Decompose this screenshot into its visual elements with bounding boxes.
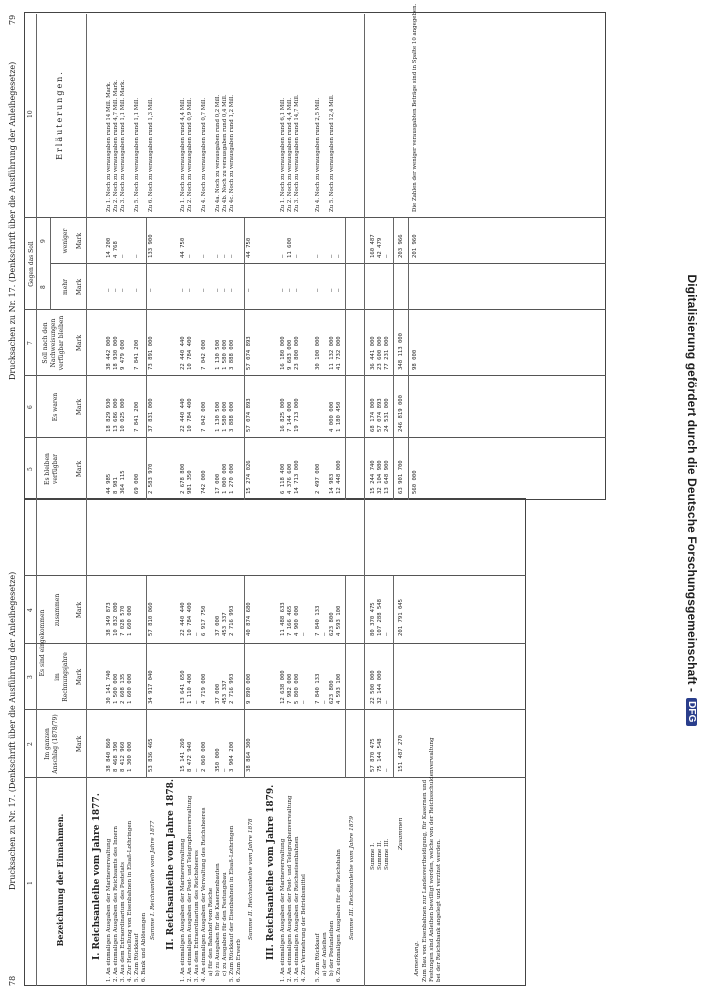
left-s2-c2-8: 3 904 200 xyxy=(229,741,235,772)
left-colnum-3: 3 xyxy=(27,675,34,679)
r-s2-c7-4: 7 042 000 xyxy=(201,339,207,370)
left-s2-c3-6: 37 000 xyxy=(215,683,221,704)
left-s3-c4-5: 7 840 133 xyxy=(315,605,321,636)
left-col-unit-3: Mark xyxy=(76,668,83,686)
r-s3-c7-1: 16 180 000 xyxy=(280,336,286,370)
r-s1-c8-3: — xyxy=(120,288,126,292)
left-s2-row-9: 6. Zum Erwerb xyxy=(236,939,242,982)
left-note-line-3: bei der Reichsbank angelegt und verzinst werden. xyxy=(436,839,442,982)
right-group-line xyxy=(50,218,51,310)
r-sum-c7-2: 23 600 000 xyxy=(377,336,383,370)
r-sum-c9-1: 160 487 xyxy=(370,234,376,258)
left-s3-c3-1: 12 638 000 xyxy=(280,670,286,704)
r-s1-c5-2: 8 981 xyxy=(113,477,119,494)
left-s3-c4-6: — xyxy=(322,632,328,636)
r-s1-c7-3: 9 479 000 xyxy=(120,339,126,370)
r-s1-c5-3: 364 115 xyxy=(120,470,126,494)
left-summary-c4-1: 80 370 475 xyxy=(370,602,376,636)
r-s2-c5-4: 742 000 xyxy=(201,470,207,494)
r-s1-c8-1: — xyxy=(106,288,112,292)
left-s3-c3-4: — xyxy=(301,700,307,704)
left-s1-c3-6: 34 917 040 xyxy=(148,670,154,704)
right-col-unit-5: Mark xyxy=(76,460,83,478)
left-s3-c3-6: — xyxy=(322,700,328,704)
left-summary-row-1: Summe I. xyxy=(370,842,376,870)
r-s1-c6-3: 10 025 000 xyxy=(120,398,126,432)
right-col-header-6: Es waren xyxy=(52,392,59,422)
left-s1-c4-1: 38 349 873 xyxy=(106,602,112,636)
left-col-header-2: Im ganzen Anschlag (1878/79) xyxy=(44,714,59,774)
left-col-divider-4 xyxy=(24,575,526,576)
left-s1-row-5: 5. Zum Rückkauf xyxy=(134,933,140,982)
left-s1-row-6: 6. Bank und Ablösungen xyxy=(141,912,147,982)
r-s2-c5-2: 981 350 xyxy=(187,470,193,494)
left-summary-c2-1: 57 870 475 xyxy=(370,738,376,772)
r-s1-c7-7: 73 891 000 xyxy=(148,336,154,370)
left-s3-c3-3: 5 800 000 xyxy=(294,673,300,704)
left-s2-row-8: 5. Zum Rückkauf der Eisenbahnen in Elsaß-Lothringen xyxy=(229,825,235,982)
left-s3-c4-7: 623 800 xyxy=(329,612,335,636)
left-s2-row-3: 3. Aus dem Extraordinarium des Reichsheeres xyxy=(194,850,200,982)
left-s2-c4-4: 6 917 750 xyxy=(201,605,207,636)
left-s2-c4-6: 37 000 xyxy=(215,615,221,636)
r-s1-c7-2: 18 930 000 xyxy=(113,336,119,370)
r-sum-total-c9-b: 201 960 xyxy=(412,234,418,258)
right-col-divider-5 xyxy=(24,217,606,218)
r-s2-remark-4: Zu 4. Noch zu verausgaben rund 0,7 Mill. xyxy=(201,97,207,212)
left-s3-row-4: 4. Zur Vermehrung der Betriebsmittel xyxy=(301,874,307,982)
left-s2-c3-8: 2 716 993 xyxy=(229,673,235,704)
left-col-unit-4: Mark xyxy=(76,601,83,619)
left-s2-c3-2: 1 110 400 xyxy=(187,673,193,704)
right-col-header-5: Es bleiben verfügbar xyxy=(44,453,59,485)
left-s2-c4-2: 10 784 400 xyxy=(187,602,193,636)
r-s3-sum-line xyxy=(345,218,346,500)
r-sum-c7-3: 77 231 000 xyxy=(384,336,390,370)
r-s3-c5-5: 2 497 000 xyxy=(315,463,321,494)
r-s3-remark-5: Zu 4. Noch zu verausgaben rund 2,5 Mill. xyxy=(315,97,321,212)
left-summary-total-label: Zusammen xyxy=(398,817,404,850)
r-s3-c9-7: — xyxy=(329,254,335,258)
r-s1-c5-1: 44 985 xyxy=(106,473,112,494)
r-s2-c5-9: 15 274 026 xyxy=(246,460,252,494)
r-s3-c8-1: — xyxy=(280,288,286,292)
left-s2-c2-6: 350 000 xyxy=(215,748,221,772)
r-s3-remark-1: Zu 1. Noch zu verausgaben rund 6,1 Mill. xyxy=(280,97,286,212)
r-s2-remark-6: Zu 4a. Noch zu verausgaben rund 0,2 Mill. xyxy=(215,94,221,212)
r-s2-c9-7: — xyxy=(222,254,228,258)
left-s1-row-2: 2. An einmaligen Ausgaben des Reichsamts des Innern xyxy=(113,826,119,982)
r-s2-remark-2: Zu 2. Noch zu verausgaben rund 0,9 Mill. xyxy=(187,97,193,212)
r-s2-remark-8: Zu 4c. Noch zu verausgaben rund 1,2 Mill. xyxy=(229,94,235,212)
r-s3-c6-7: 4 000 000 xyxy=(329,401,335,432)
left-s2-c2-4: 2 060 000 xyxy=(201,741,207,772)
r-s3-remark-2: Zu 2. Noch zu verausgaben rund 4,4 Mill. xyxy=(287,97,293,212)
right-col-divider-1 xyxy=(24,437,606,438)
left-summary-total-c2: 151 487 270 xyxy=(398,734,404,772)
left-section-title-1: I. Reichsanleihe vom Jahre 1877. xyxy=(92,793,102,960)
left-note-line-1: Zum Bau von Eisenbahnen zur Landesvertheidigung, für Kasernen und xyxy=(422,779,428,982)
left-s2-c2-2: 8 472 940 xyxy=(187,741,193,772)
r-s3-c8-2: — xyxy=(287,288,293,292)
right-colnum-8: 8 xyxy=(40,285,47,289)
r-sum-c6-1: 68 174 000 xyxy=(370,398,376,432)
r-s3-c5-7: 14 983 xyxy=(329,473,335,494)
dfg-banner xyxy=(677,0,707,1000)
left-s1-row-1: 1. An einmaligen Ausgaben der Marineverwaltung xyxy=(106,838,112,982)
left-s1-c3-2: 1 500 000 xyxy=(113,673,119,704)
left-summary-c3-3: — xyxy=(384,700,390,704)
right-summary-line xyxy=(364,14,365,500)
r-s1-c9-5: — xyxy=(134,254,140,258)
left-s3-row-5: 5. Zum Rückkauf xyxy=(315,933,321,982)
right-col-header-9: weniger xyxy=(62,228,69,254)
r-s3-c9-8: — xyxy=(336,254,342,258)
r-s3-c6-8: 1 180 450 xyxy=(336,401,342,432)
r-sum-c9-3: — xyxy=(384,254,390,258)
left-s3-c3-2: 7 982 000 xyxy=(287,673,293,704)
left-s1-c2-6: 53 836 465 xyxy=(148,738,154,772)
right-page-number: 79 xyxy=(8,14,17,25)
r-s3-remark-7: Zu 5. Noch zu verausgaben rund 12,4 Mill. xyxy=(329,94,335,212)
left-s1-row-3: 3. Aus dem Extraordinarium des Postetats xyxy=(120,862,126,982)
r-s3-c9-2: 11 600 xyxy=(287,237,293,258)
left-header-line xyxy=(86,500,87,986)
left-s2-c2-7: — xyxy=(222,768,228,772)
r-s3-c7-7: 11 132 000 xyxy=(329,336,335,370)
left-s3-total-label: Summe III. Reichsanleihe vom Jahre 1879 xyxy=(349,816,355,940)
r-s3-c6-3: 19 713 000 xyxy=(294,398,300,432)
r-s2-c6-2: 10 784 400 xyxy=(187,398,193,432)
dfg-logo: DFG xyxy=(687,698,698,725)
r-s2-c7-6: 1 130 500 xyxy=(215,339,221,370)
left-summary-line xyxy=(364,500,365,986)
left-s3-row-2: 2. An einmaligen Ausgaben der Post- und Telegraphenverwaltung xyxy=(287,795,293,982)
left-s2-c3-3: — xyxy=(194,700,200,704)
left-s3-c3-7: 623 800 xyxy=(329,680,335,704)
r-s1-c5-6: 69 000 xyxy=(134,473,140,494)
left-s2-c2-3: — xyxy=(194,768,200,772)
right-col-header-8: mehr xyxy=(62,279,69,295)
left-s2-c3-7: 453 337 xyxy=(222,680,228,704)
left-col-header-3: im Rechnungsjahre xyxy=(54,652,69,702)
r-s2-c8-4: — xyxy=(201,288,207,292)
r-s3-c9-3: — xyxy=(294,254,300,258)
left-s1-sum-line xyxy=(146,576,147,778)
r-s2-c5-6: 17 000 xyxy=(215,473,221,494)
r-s2-c8-1: — xyxy=(180,288,186,292)
r-sum-c7-1: 36 441 000 xyxy=(370,336,376,370)
left-s1-c4-6: 57 810 060 xyxy=(148,602,154,636)
r-s1-c7-1: 38 442 000 xyxy=(106,336,112,370)
r-s2-c5-1: 2 678 800 xyxy=(180,463,186,494)
r-s3-c9-5: — xyxy=(315,254,321,258)
r-s3-c7-2: 9 683 000 xyxy=(287,339,293,370)
left-s1-c2-2: 8 468 390 xyxy=(113,741,119,772)
left-s3-row-6: a) der Anleihen xyxy=(322,932,328,976)
r-sum-total-c5: 63 901 700 xyxy=(398,460,404,494)
r-s3-c8-3: — xyxy=(294,288,300,292)
left-s3-c4-8: 4 593 100 xyxy=(336,605,342,636)
r-s2-remark-1: Zu 1. Noch zu verausgaben rund 4,4 Mill. xyxy=(180,97,186,212)
r-s2-c8-2: — xyxy=(187,288,193,292)
r-s2-c5-7: 1 000 000 xyxy=(222,463,228,494)
r-sum-c9-2: 42 479 xyxy=(377,237,383,258)
left-col-header-1: Bezeichnung der Einnahmen. xyxy=(55,813,65,947)
r-s1-c6-5: 7 841 200 xyxy=(134,401,140,432)
r-s2-c6-7: 1 580 000 xyxy=(222,401,228,432)
right-col-header-10: Erläuterungen. xyxy=(55,70,64,160)
r-sum-total-c9: 203 966 xyxy=(398,234,404,258)
left-col-unit-2: Mark xyxy=(76,735,83,753)
r-sum-c6-3: 24 531 000 xyxy=(384,398,390,432)
left-note-line-2: Festungen sind Anleihen bewilligt worden, welche von der Reichsschuldenverwaltung xyxy=(429,737,435,982)
dfg-banner-text: Digitalisierung gefördert durch die Deutsche Forschungsgemeinschaft - xyxy=(685,274,699,693)
r-s1-c6-1: 18 829 930 xyxy=(106,398,112,432)
left-colnum-2: 2 xyxy=(27,742,34,746)
r-s2-c8-8: — xyxy=(229,288,235,292)
left-s3-c4-2: 7 166 465 xyxy=(287,605,293,636)
right-colnum-6: 6 xyxy=(27,405,34,409)
left-s2-c3-9: 9 890 000 xyxy=(246,673,252,704)
right-col-unit-9: Mark xyxy=(76,232,83,250)
r-s1-remark-5: Zu 5. Noch zu verausgaben rund 1,1 Mill. xyxy=(134,97,140,212)
right-colnum-10: 10 xyxy=(27,110,34,118)
left-s2-row-5: a) für den Bahnhof vom Reiche xyxy=(208,887,214,976)
left-col-divider-1 xyxy=(24,777,526,778)
left-s3-c3-8: 4 593 100 xyxy=(336,673,342,704)
r-s2-c8-9: — xyxy=(246,288,252,292)
right-colnum-7: 7 xyxy=(27,341,34,345)
left-s1-c4-2: 10 832 080 xyxy=(113,602,119,636)
r-s1-c8-5: — xyxy=(134,288,140,292)
left-summary-c4-2: 107 288 548 xyxy=(377,598,383,636)
right-col-unit-6: Mark xyxy=(76,398,83,416)
right-col-header-7: Soll nach den Nachweisungen verfügbar bleiben xyxy=(42,315,65,371)
r-s1-remark-7: Zu 6. Noch zu verausgaben rund 1,3 Mill. xyxy=(148,97,154,212)
r-s2-c7-7: 1 580 000 xyxy=(222,339,228,370)
r-s3-c5-8: 12 448 000 xyxy=(336,460,342,494)
r-sum-c6-2: 57 074 893 xyxy=(377,398,383,432)
left-s3-row-7: b) der Postanleihen xyxy=(329,920,335,976)
left-s2-c4-9: 40 874 680 xyxy=(246,602,252,636)
left-summary-c4-3: — xyxy=(384,632,390,636)
r-s2-c9-4: — xyxy=(201,254,207,258)
r-s1-c9-3: — xyxy=(120,254,126,258)
r-sum-final-line xyxy=(408,218,409,500)
r-s3-c9-1: — xyxy=(280,254,286,258)
r-s1-c5-7: 2 583 970 xyxy=(148,463,154,494)
r-s1-c9-1: 14 200 xyxy=(106,237,112,258)
left-s3-row-1: 1. An einmaligen Ausgaben der Marineverwaltung xyxy=(280,838,286,982)
r-sum-remark: Die Zahlen der weniger verausgabten Beträge sind in Spalte 10 angegeben. xyxy=(412,3,418,212)
left-summary-c2-3: — xyxy=(384,768,390,772)
left-s2-c4-3: — xyxy=(194,632,200,636)
r-s2-c9-8: — xyxy=(229,254,235,258)
left-section-title-3: III. Reichsanleihe vom Jahre 1879. xyxy=(266,784,276,960)
r-s2-remark-7: Zu 4b. Noch zu verausgaben rund 0,4 Mill. xyxy=(222,94,228,212)
r-s2-c9-2: — xyxy=(187,254,193,258)
right-colnum-9: 9 xyxy=(40,239,47,243)
r-s3-c7-8: 41 732 000 xyxy=(336,336,342,370)
r-sum-total-c5-b: 560 000 xyxy=(412,470,418,494)
left-note-heading: Anmerkung. xyxy=(414,941,420,976)
left-s2-c3-1: 13 641 650 xyxy=(180,670,186,704)
left-s1-c4-3: 7 028 570 xyxy=(120,605,126,636)
right-colnum-line xyxy=(36,14,37,500)
r-s2-c9-9: 44 750 xyxy=(246,237,252,258)
right-col-group-header: Gegen das Soll xyxy=(28,241,35,287)
r-s1-c6-2: 13 686 000 xyxy=(113,398,119,432)
left-summary-c3-2: 32 144 000 xyxy=(377,670,383,704)
left-s1-c3-3: 2 608 135 xyxy=(120,673,126,704)
r-s3-c5-3: 14 713 000 xyxy=(294,460,300,494)
r-sum-total-c6: 246 819 000 xyxy=(398,394,404,432)
left-col-divider-3 xyxy=(24,643,526,644)
left-s1-c3-4: 1 600 000 xyxy=(127,673,133,704)
left-s2-c4-8: 2 716 993 xyxy=(229,605,235,636)
r-s3-c6-1: 16 825 000 xyxy=(280,398,286,432)
left-colnum-1: 1 xyxy=(27,881,34,885)
r-s2-c6-4: 7 042 000 xyxy=(201,401,207,432)
r-s2-c7-1: 22 440 440 xyxy=(180,336,186,370)
r-s1-c9-2: 4 768 xyxy=(113,241,119,258)
left-page-header: Drucksachen zu Nr. 17. (Denkschrift über die Ausführung der Anleihegesetze) xyxy=(8,571,17,890)
left-s2-total-label: Summe II. Reichsanleihe vom Jahre 1878 xyxy=(248,818,254,940)
left-s1-c2-3: 8 412 960 xyxy=(120,741,126,772)
left-s2-sum-line xyxy=(244,576,245,778)
r-s2-c9-1: 44 750 xyxy=(180,237,186,258)
left-page-number: 78 xyxy=(8,975,17,986)
r-s3-remark-3: Zu 3. Noch zu verausgaben rund 14,7 Mill. xyxy=(294,94,300,212)
left-col-group-header: Es sind eingekommen xyxy=(39,609,46,677)
right-header-line xyxy=(86,14,87,500)
left-colnum-line xyxy=(36,500,37,986)
left-s3-c3-5: 7 840 133 xyxy=(315,673,321,704)
left-s1-c4-4: 1 600 000 xyxy=(127,605,133,636)
r-s3-c6-2: 7 144 000 xyxy=(287,401,293,432)
left-s2-c2-1: 15 141 260 xyxy=(180,738,186,772)
r-s3-c7-5: 30 100 000 xyxy=(315,336,321,370)
r-s1-remark-2: Zu 2. Noch zu verausgaben rund 4,7 Mill. Mark. xyxy=(113,79,119,212)
right-col-unit-8: Mark xyxy=(76,278,83,296)
r-s1-c8-2: — xyxy=(113,288,119,292)
r-s2-c6-1: 22 440 440 xyxy=(180,398,186,432)
r-s1-c8-7: — xyxy=(148,288,154,292)
left-section-title-2: II. Reichsanleihe vom Jahre 1878. xyxy=(166,778,176,950)
r-sum-total-c6-b: 98 000 xyxy=(412,349,418,370)
r-sum-c5-3: 13 648 900 xyxy=(384,460,390,494)
left-s2-c2-9: 38 864 300 xyxy=(246,738,252,772)
r-s2-c6-8: 3 888 000 xyxy=(229,401,235,432)
left-s2-row-6: b) zu Ausgaben für die Kasernenbauten xyxy=(215,863,221,976)
left-summary-row-3: Summe III. xyxy=(384,838,390,870)
right-col-unit-7: Mark xyxy=(76,334,83,352)
left-s3-c4-4: — xyxy=(301,632,307,636)
r-s3-c8-8: — xyxy=(336,288,342,292)
r-s2-c5-8: 1 270 000 xyxy=(229,463,235,494)
left-s2-c4-7: 453 337 xyxy=(222,612,228,636)
r-s2-sum-line xyxy=(244,218,245,500)
left-summary-row-2: Summe II. xyxy=(377,840,383,870)
left-s3-c4-3: 4 900 000 xyxy=(294,605,300,636)
left-s2-c4-1: 22 440 440 xyxy=(180,602,186,636)
left-s1-c2-4: 1 300 000 xyxy=(127,741,133,772)
r-s3-c5-1: 6 118 400 xyxy=(280,463,286,494)
r-s3-c8-7: — xyxy=(329,288,335,292)
left-s3-c4-1: 11 488 633 xyxy=(280,602,286,636)
left-summary-total-c4: 201 791 045 xyxy=(398,598,404,636)
r-sum-total-line xyxy=(393,218,394,500)
left-s1-c2-1: 38 840 860 xyxy=(106,738,112,772)
left-summary-c2-2: 75 144 548 xyxy=(377,738,383,772)
r-s2-c6-6: 1 130 500 xyxy=(215,401,221,432)
left-summary-sum-line xyxy=(393,576,394,778)
left-s2-row-2: 2. An einmaligen Ausgaben der Post- und Telegraphenverwaltung xyxy=(187,795,193,982)
left-s3-row-8: 6. Zu einmaligen Ausgaben für die Reichsbahn xyxy=(336,849,342,982)
r-sum-c5-1: 15 244 740 xyxy=(370,460,376,494)
right-colnum-5: 5 xyxy=(27,467,34,471)
r-s1-remark-1: Zu 1. Noch zu verausgaben rund 14 Mill. Mark. xyxy=(106,81,112,212)
left-col-header-4: zusammen xyxy=(54,593,61,627)
left-s2-row-7: c) zu Ausgaben für den Festungsbau xyxy=(222,872,228,976)
r-s1-c9-7: 133 900 xyxy=(148,234,154,258)
left-s3-sum-line xyxy=(345,576,346,778)
left-summary-c3-1: 22 500 000 xyxy=(370,670,376,704)
right-col-divider-2 xyxy=(24,375,606,376)
r-s3-c5-2: 4 376 600 xyxy=(287,463,293,494)
r-s2-c7-9: 57 074 893 xyxy=(246,336,252,370)
right-col-divider-4 xyxy=(50,263,606,264)
r-s2-c7-2: 10 784 400 xyxy=(187,336,193,370)
dfg-banner-text-wrap xyxy=(677,0,707,1000)
r-s1-c6-7: 37 831 000 xyxy=(148,398,154,432)
r-sum-c5-2: 32 104 980 xyxy=(377,460,383,494)
left-s2-row-1: 1. An einmaligen Ausgaben der Marineverwaltung xyxy=(180,838,186,982)
r-s1-c7-5: 7 841 200 xyxy=(134,339,140,370)
r-s2-c9-6: — xyxy=(215,254,221,258)
r-s2-c8-6: — xyxy=(215,288,221,292)
r-sum-total-c7: 348 113 000 xyxy=(398,332,404,370)
left-colnum-4: 4 xyxy=(27,608,34,612)
r-s2-c7-8: 3 888 000 xyxy=(229,339,235,370)
r-s1-remark-3: Zu 3. Noch zu verausgaben rund 1,1 Mill. Mark. xyxy=(120,79,126,212)
r-s2-c8-7: — xyxy=(222,288,228,292)
left-s1-total-label: Summe I. Reichsanleihe vom Jahre 1877 xyxy=(150,820,156,940)
r-s3-c8-5: — xyxy=(315,288,321,292)
left-s1-c3-1: 30 141 740 xyxy=(106,670,112,704)
r-s1-sum-line xyxy=(146,218,147,500)
left-s2-row-4: 4. An einmaligen Ausgaben der Verwaltung des Reichsheeres xyxy=(201,807,207,982)
left-col-divider-2 xyxy=(24,709,526,710)
r-s2-c6-9: 57 074 893 xyxy=(246,398,252,432)
left-s1-row-4: 4. Zur Herstellung von Eisenbahnen in Elsaß-Lothringen xyxy=(127,820,133,982)
right-col-divider-3 xyxy=(24,309,606,310)
r-s3-c7-3: 23 800 000 xyxy=(294,336,300,370)
right-page-header: Drucksachen zu Nr. 17. (Denkschrift über die Ausführung der Anleihegesetze) xyxy=(8,61,17,380)
left-s3-row-3: 3. An einmaligen Ausgaben der Reichseisenbahnen xyxy=(294,836,300,982)
left-s2-c3-4: 4 719 000 xyxy=(201,673,207,704)
